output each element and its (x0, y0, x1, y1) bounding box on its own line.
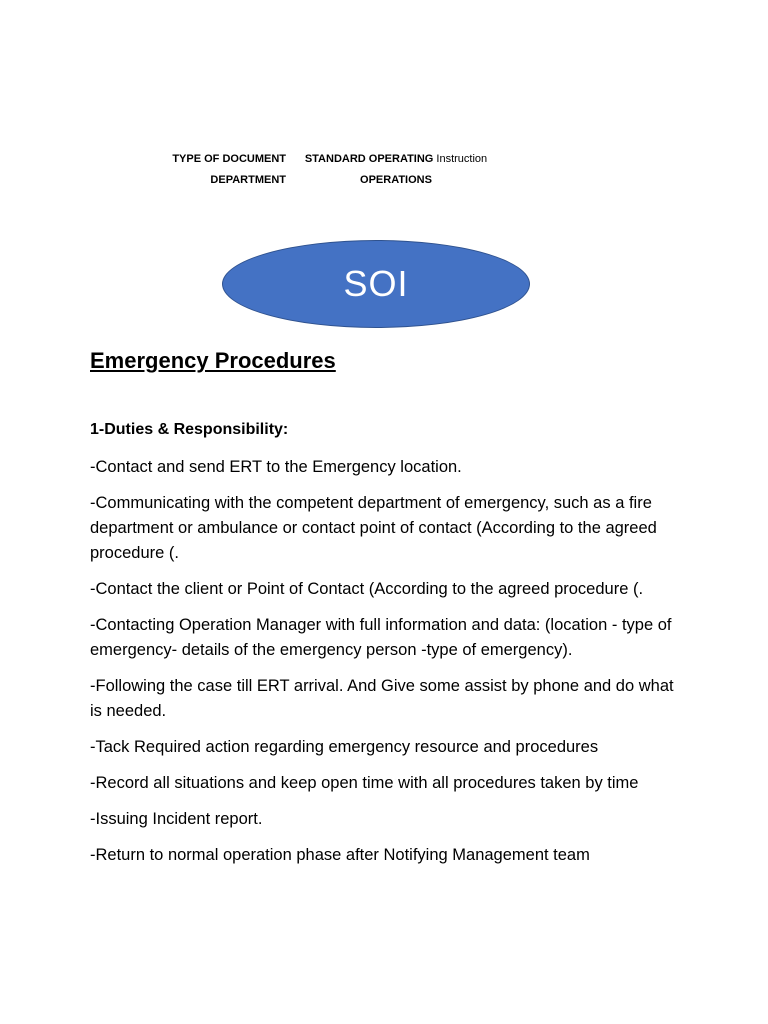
duty-item: -Contact and send ERT to the Emergency location. (90, 458, 462, 476)
type-of-document-value (286, 149, 506, 170)
soi-badge-text: SOI (343, 263, 409, 304)
duty-item: -Communicating with the competent department of emergency, such as a fire department or ambulance or contact point of contact (According to the agreed procedure (. (90, 494, 657, 562)
duty-item: -Following the case till ERT arrival. And Give some assist by phone and do what is needed. (90, 677, 674, 720)
type-value-lower: Instruction (433, 153, 488, 165)
type-value-upper: STANDARD OPERATING (304, 153, 434, 165)
type-of-document-label: TYPE OF DOCUMENT (172, 153, 286, 165)
duty-item: -Record all situations and keep open time with all procedures taken by time (90, 774, 639, 792)
section-heading-duties: 1-Duties & Responsibility: (90, 421, 289, 438)
soi-badge (222, 240, 530, 328)
duty-item: -Contact the client or Point of Contact (According to the agreed procedure (. (90, 580, 644, 598)
document-meta-table (160, 149, 506, 191)
meta-row-department (160, 170, 506, 191)
duty-item: -Tack Required action regarding emergency resource and procedures (90, 738, 599, 756)
duty-item: -Contacting Operation Manager with full information and data: (location - type of emergency- details of the emergency person -type of emergency). (90, 616, 672, 659)
department-value: OPERATIONS (360, 174, 432, 186)
duty-item: -Issuing Incident report. (90, 810, 263, 828)
duties-list (90, 455, 690, 879)
department-label: DEPARTMENT (210, 174, 286, 186)
meta-row-type (160, 149, 506, 170)
page-title: Emergency Procedures (90, 348, 336, 373)
duty-item: -Return to normal operation phase after Notifying Management team (90, 846, 590, 864)
